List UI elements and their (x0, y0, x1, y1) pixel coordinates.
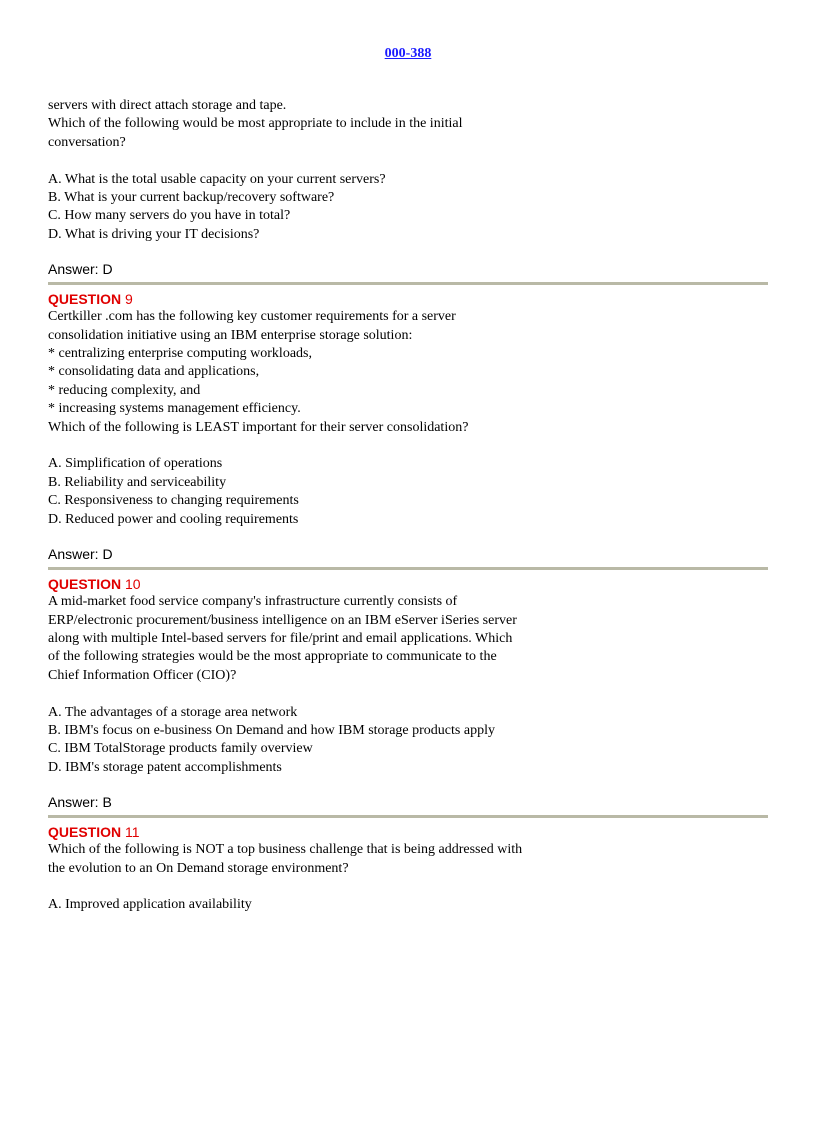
question-line: servers with direct attach storage and tape. (48, 98, 287, 113)
question-text (48, 593, 768, 777)
option-line: A. What is the total usable capacity on your current servers? (48, 171, 386, 187)
question-line: * reducing complexity, and (48, 382, 201, 398)
content (48, 97, 768, 915)
question-line: Certkiller .com has the following key customer requirements for a server (48, 309, 456, 325)
answer-text: Answer: B (48, 794, 112, 811)
divider (48, 815, 768, 818)
option-line: C. Responsiveness to changing requirements (48, 493, 299, 509)
option-line: A. Simplification of operations (48, 456, 223, 472)
spacer (48, 685, 768, 703)
option-line: B. What is your current backup/recovery software? (48, 190, 335, 206)
answer-text: Answer: D (48, 261, 113, 278)
option-line: B. IBM's focus on e-business On Demand and how IBM storage products apply (48, 722, 495, 738)
option-line: A. Improved application availability (48, 897, 252, 913)
question-line: along with multiple Intel-based servers for file/print and email applications. Which (48, 630, 513, 646)
question-label: QUESTION (48, 576, 122, 593)
question-line: * centralizing enterprise computing workloads, (48, 346, 312, 362)
question-text (48, 841, 768, 915)
option-line: A. The advantages of a storage area network (48, 704, 298, 720)
option-line: C. IBM TotalStorage products family overview (48, 741, 313, 757)
question-line: A mid-market food service company's infrastructure currently consists of (48, 594, 458, 610)
question-line: Which of the following is NOT a top business challenge that is being addressed with (48, 842, 523, 858)
answer-text: Answer: D (48, 546, 113, 563)
option-line: B. Reliability and serviceability (48, 474, 227, 490)
option-line: D. Reduced power and cooling requirements (48, 511, 299, 527)
spacer (48, 152, 768, 170)
question-line: * increasing systems management efficiency. (48, 401, 301, 417)
option-line: D. What is driving your IT decisions? (48, 226, 260, 242)
option-line: D. IBM's storage patent accomplishments (48, 759, 282, 775)
question-heading (48, 823, 768, 841)
question-line: conversation? (48, 134, 126, 150)
question-line: consolidation initiative using an IBM enterprise storage solution: (48, 327, 413, 343)
question-heading (48, 575, 768, 593)
option-line: C. How many servers do you have in total? (48, 208, 291, 224)
question-line: Chief Information Officer (CIO)? (48, 667, 237, 683)
question-text (48, 308, 768, 529)
question-line: of the following strategies would be the most appropriate to communicate to the (48, 649, 497, 665)
question-number: 9 (125, 291, 133, 308)
question-label: QUESTION (48, 824, 122, 841)
question-line: Which of the following is LEAST important for their server consolidation? (48, 419, 469, 435)
question-line: * consolidating data and applications, (48, 364, 260, 380)
question-number: 10 (125, 576, 141, 593)
header-link[interactable]: 000-388 (384, 46, 432, 61)
divider (48, 567, 768, 570)
question-number: 11 (125, 824, 140, 841)
divider (48, 282, 768, 285)
spacer (48, 437, 768, 455)
question-heading (48, 290, 768, 308)
intro-question-text (48, 97, 768, 244)
question-line: the evolution to an On Demand storage environment? (48, 860, 349, 876)
question-label: QUESTION (48, 291, 122, 308)
spacer (48, 878, 768, 896)
question-line: ERP/electronic procurement/business intelligence on an IBM eServer iSeries server (48, 612, 517, 628)
question-line: Which of the following would be most appropriate to include in the initial (48, 116, 463, 132)
